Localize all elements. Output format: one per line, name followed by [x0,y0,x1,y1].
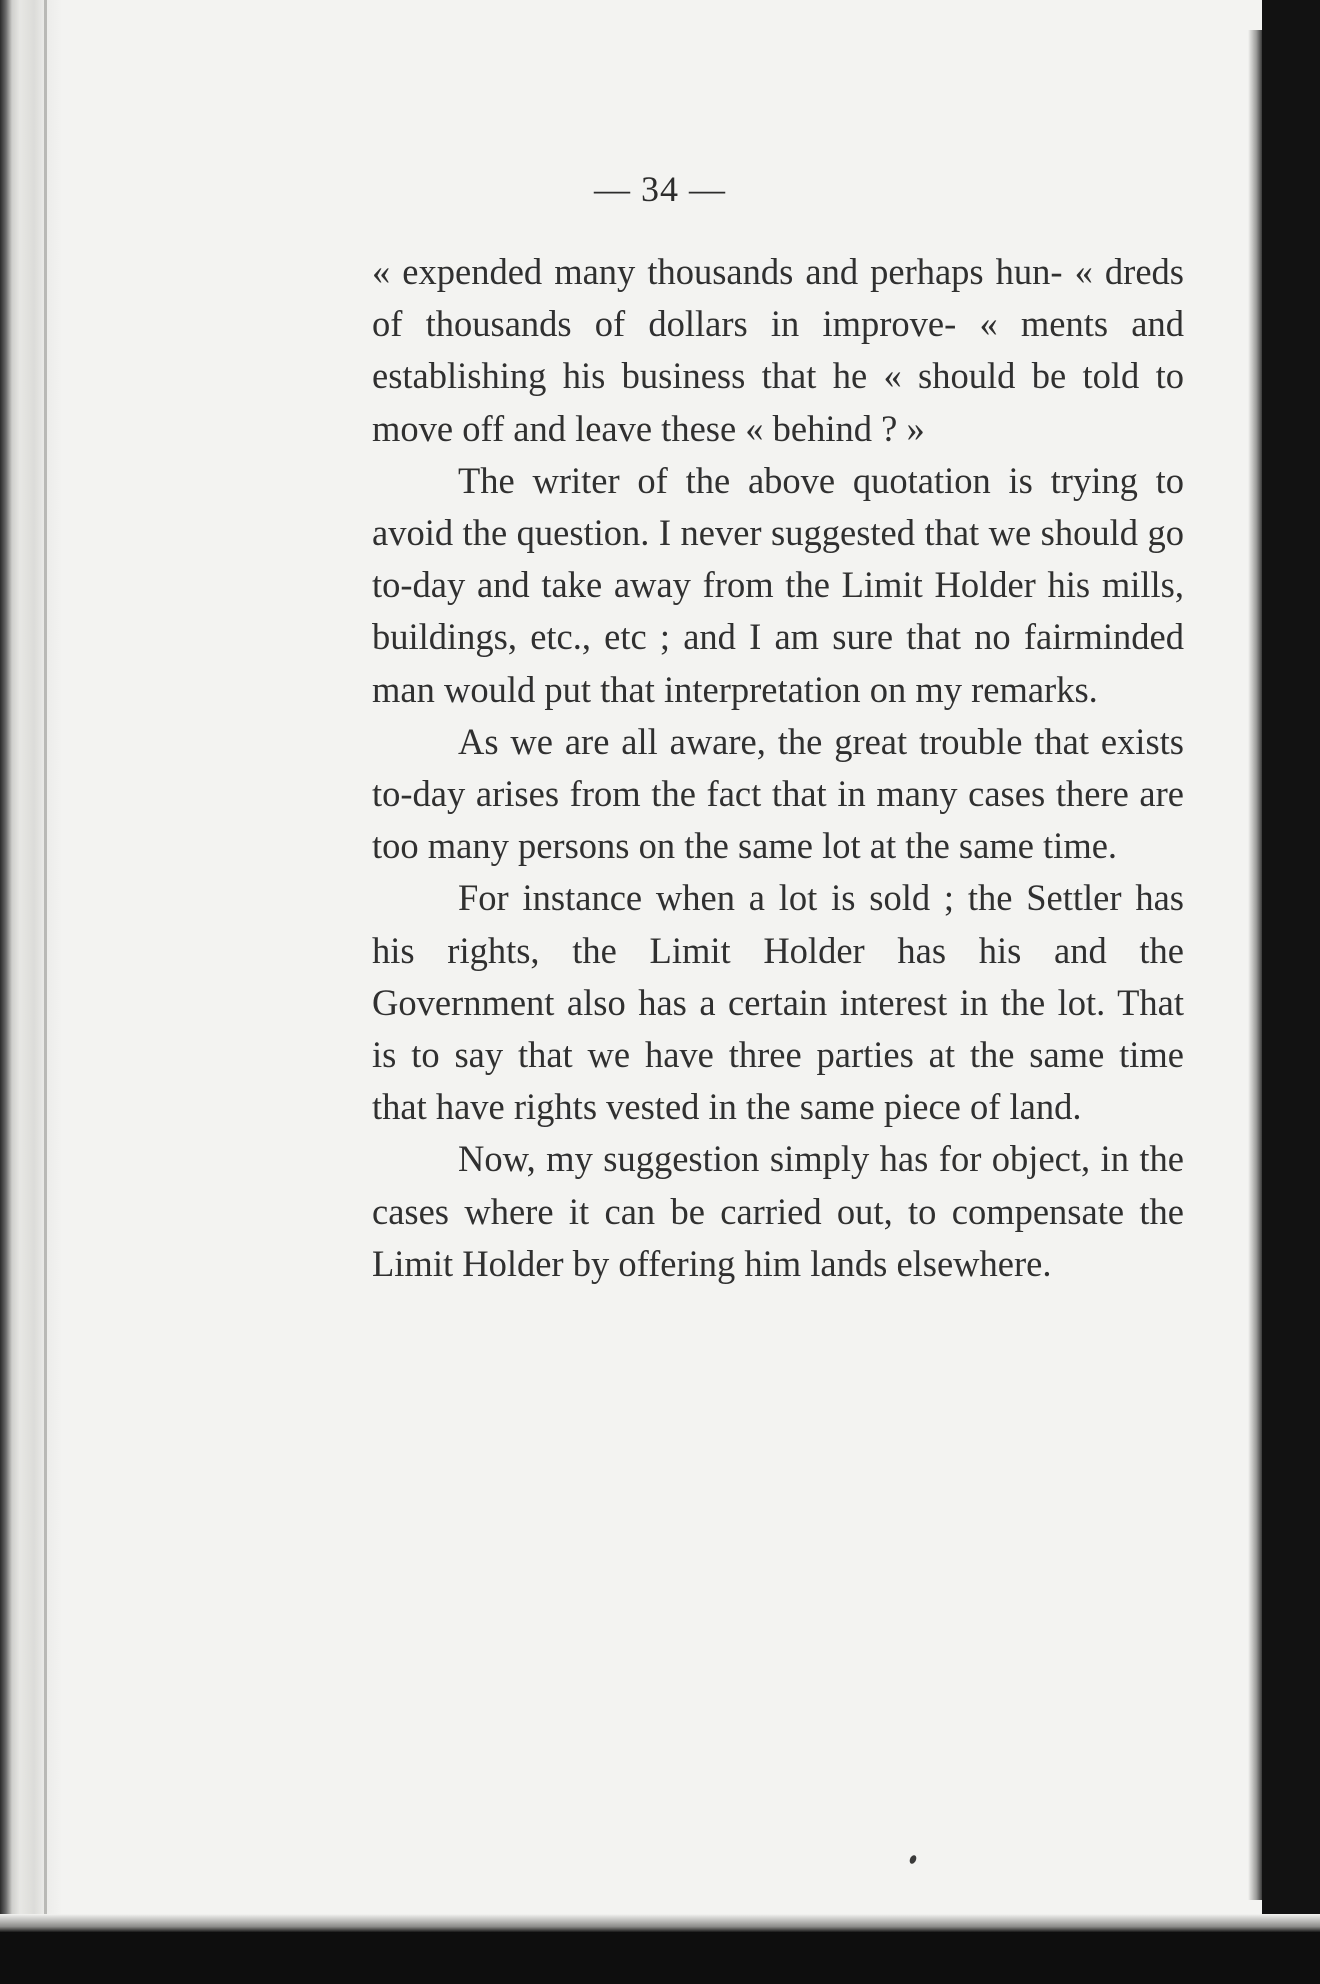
paragraph-trouble: As we are all aware, the great trouble that exists to-day arises from the fact that in many cases there are too many persons on the same lot at the same time. [372,720,1184,867]
right-page-edge [1262,0,1320,1984]
paragraph-quote-continuation: « expended many thousands and perhaps hun- « dreds of thousands of dollars in improve- « ments and establishing his business that he « should be told to move off and leave these « behind ? » [372,251,1184,449]
book-binding-edge [0,0,62,1984]
bottom-page-edge [0,1932,1320,1984]
paragraph-writer-reply: The writer of the above quotation is trying to avoid the question. I never suggested that we should go to-day and take away from the Limit Holder his mills, buildings, etc., etc ; and I am sure that no fairminded man would put that interpretation on my remarks. [372,459,1184,710]
body-text [372,246,1184,1290]
page-number: — 34 — [594,169,726,209]
paragraph-suggestion: Now, my suggestion simply has for object, in the cases where it can be carried out, to compensate the Limit Holder by offering him lands elsewhere. [372,1138,1184,1284]
paragraph-instance: For instance when a lot is sold ; the Settler has his rights, the Limit Holder has his and the Government also has a certain interest in the lot. That is to say that we have three parties at the same time that have rights vested in the same piece of land. [372,877,1184,1128]
